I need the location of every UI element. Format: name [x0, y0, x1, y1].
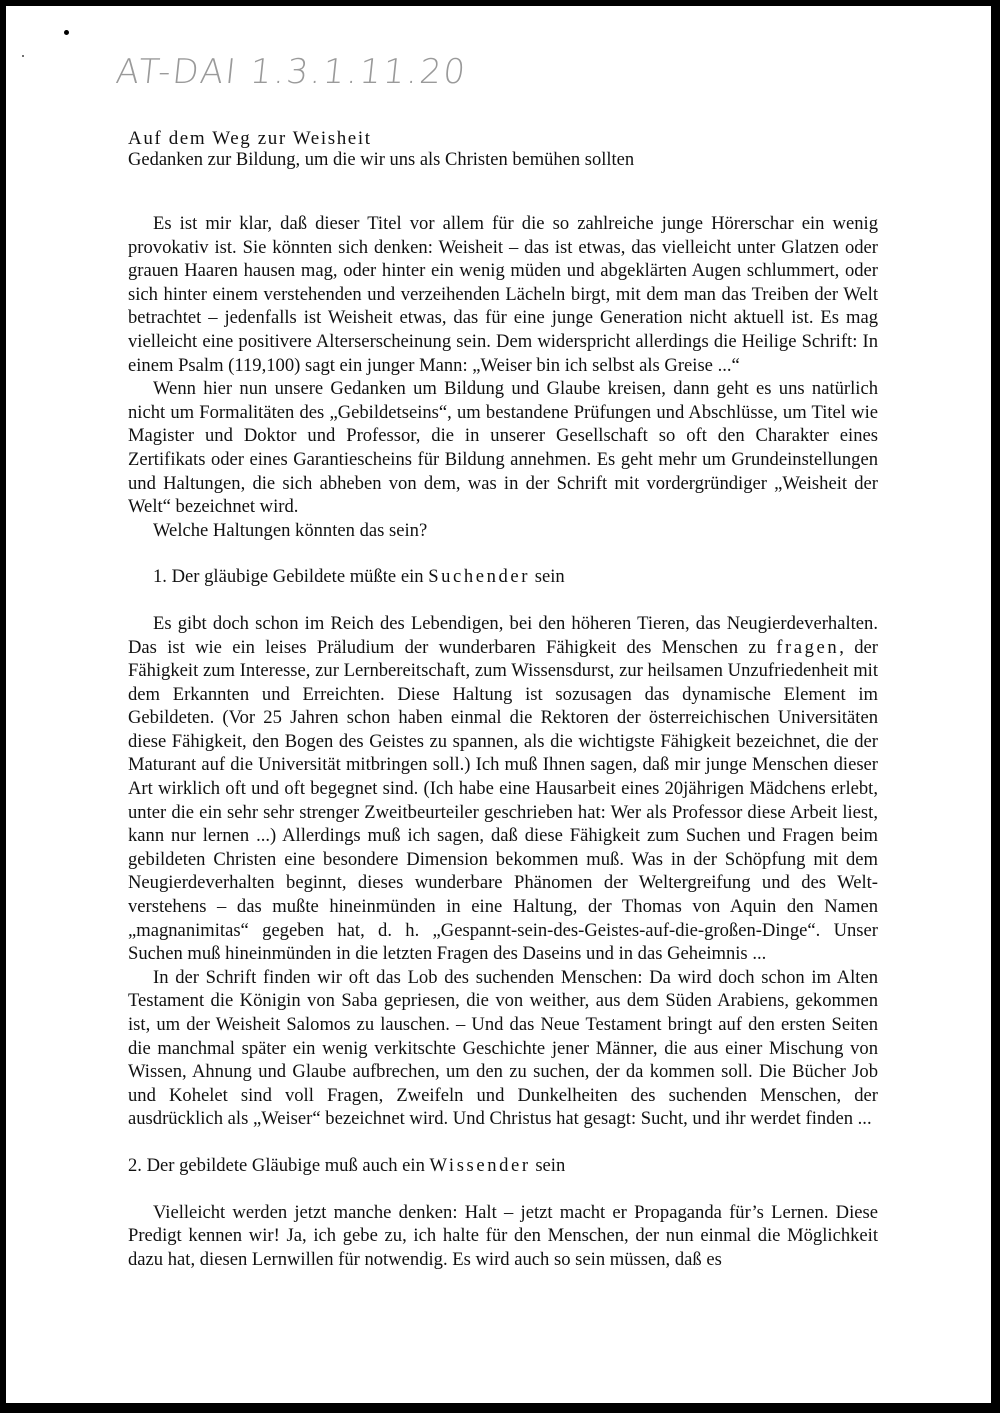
paragraph-text: , der Fähigkeit zum Interesse, zur Lernbereitschaft, zum Wissensdurst, zur heilsamen Unzufriedenheit mit dem Erkannten und Erreichten. Diese Haltung ist sozusagen das dynamische Element im Gebildeten. (Vor 25 Jahren schon haben einmal die Rektoren der österreichischen Universitäten diese Fähigkeit, den Bogen des Geistes zu spannen, als die wichtigste Fähigkeit bezeichnet, die der Maturant auf die Universität mitbringen soll.) Ich muß Ihnen sagen, daß mir junge Menschen dieser Art wirklich oft und oft begegnet sind. (Ich habe eine Hausarbeit eines 20jährigen Mädchens erlebt, unter die ein sehr sehr strenger Zweitbeurteiler geschrieben hat: Wer als Professor diese Arbeit liest, kann nur lernen ...) Allerdings muß ich sagen, daß diese Fähigkeit zum Suchen und Fragen beim gebildeten Christen eine besondere Dimension bekommen muß. Was in der Schöpfung mit dem Neugierdeverhalten beginnt, dieses wunderbare Phänomen der Weltergreifung und des Weltverstehens – das mußte hineinmünden in eine Haltung, der Thomas von Aquin den Namen „magnanimitas“ gegeben hat, d. h. „Gespannt-sein-des-Geistes-auf-die-großen-Dinge“. Unser Suchen muß hineinmünden in die letzten Fragen des Daseins und in das Geheimnis ...	[128, 636, 878, 965]
paragraph: In der Schrift finden wir oft das Lob des suchenden Menschen: Da wird doch schon im Alten Testament die Königin von Saba gepriesen, die von weither, aus dem Süden Arabiens, gekommen ist, um der Weisheit Salomos zu lauschen. – Und das Neue Testament bringt auf den ersten Seiten die manchmal später ein wenig verkitschte Geschichte jener Männer, die aus einer Mischung von Wissen, Ahnung und Glaube aufbrechen, um den zu suchen, der da kommen soll. Die Bücher Job und Kohelet sind voll Fragen, Zweifeln und Dunkelheiten des suchenden Menschen, der ausdrücklich als „Weiser“ bezeichnet wird. Und Christus hat gesagt: Sucht, und ihr werdet finden ...	[128, 966, 878, 1130]
heading-emphasis: Suchender	[428, 566, 531, 588]
heading-text: 1. Der gläubige Gebildete müßte ein	[153, 566, 429, 588]
heading-text: 2. Der gebildete Gläubige muß auch ein	[128, 1154, 430, 1176]
heading-text: sein	[530, 566, 565, 588]
heading-emphasis: Wissender	[429, 1154, 531, 1176]
paragraph: Es ist mir klar, daß dieser Titel vor allem für die so zahlreiche junge Hörerschar ein wenig provokativ ist. Sie könnten sich denken: Weisheit – das ist etwas, das vielleicht unter Glatzen oder grauen Haaren hausen mag, oder hinter ein wenig müden und abgeklärten Augen schlummert, oder sich hinter einem verstehenden und verzeihenden Lächeln birgt, mit dem man das Treiben der Welt betrachtet – jedenfalls ist Weisheit etwas, das für eine junge Generation nicht aktuell ist. Es mag vielleicht eine positivere Alterserscheinung sein. Dem widerspricht allerdings die Heilige Schrift: In einem Psalm (119,100) sagt ein junger Mann: „Weiser bin ich selbst als Greise ...“	[128, 213, 878, 376]
document-subtitle: Gedanken zur Bildung, um die wir uns als Christen bemühen sollten	[128, 150, 635, 170]
archive-signature-handwritten: AT-DAI 1.3.1.11.20	[113, 52, 469, 92]
emphasis-text: fragen	[776, 636, 840, 658]
paragraph: Welche Haltungen könnten das sein?	[153, 519, 428, 541]
document-title: Auf dem Weg zur Weisheit	[128, 128, 372, 149]
paragraph-text: Es gibt doch schon im Reich des Lebendigen, bei den höheren Tieren, das Neugierdeverhalten. Das ist wie ein leises Präludium der wunderbaren Fähigkeit des Menschen zu	[128, 612, 878, 658]
paragraph: Vielleicht werden jetzt manche denken: Halt – jetzt macht er Propaganda für’s Lernen. Diese Predigt kennen wir! Ja, ich gebe zu, ich halte für den Menschen, der nun einmal die Möglichkeit dazu hat, diesen Lernwillen für notwendig. Es wird auch so sein müssen, daß es	[128, 1201, 878, 1270]
paragraph: Wenn hier nun unsere Gedanken um Bildung und Glaube kreisen, dann geht es uns natürlich nicht um Formalitäten des „Gebildetseins“, um bestandene Prüfungen und Abschlüsse, um Titel wie Magister und Doktor und Professor, die in unserer Gesellschaft so oft den Charakter eines Zertifikats oder eines Garantiescheins für Bildung annehmen. Es geht mehr um Grundeinstellungen und Haltungen, die sich abheben von dem, was in der Schrift mit vordergründiger „Weisheit der Welt“ bezeichnet wird.	[128, 378, 878, 518]
heading-text: sein	[530, 1154, 566, 1176]
